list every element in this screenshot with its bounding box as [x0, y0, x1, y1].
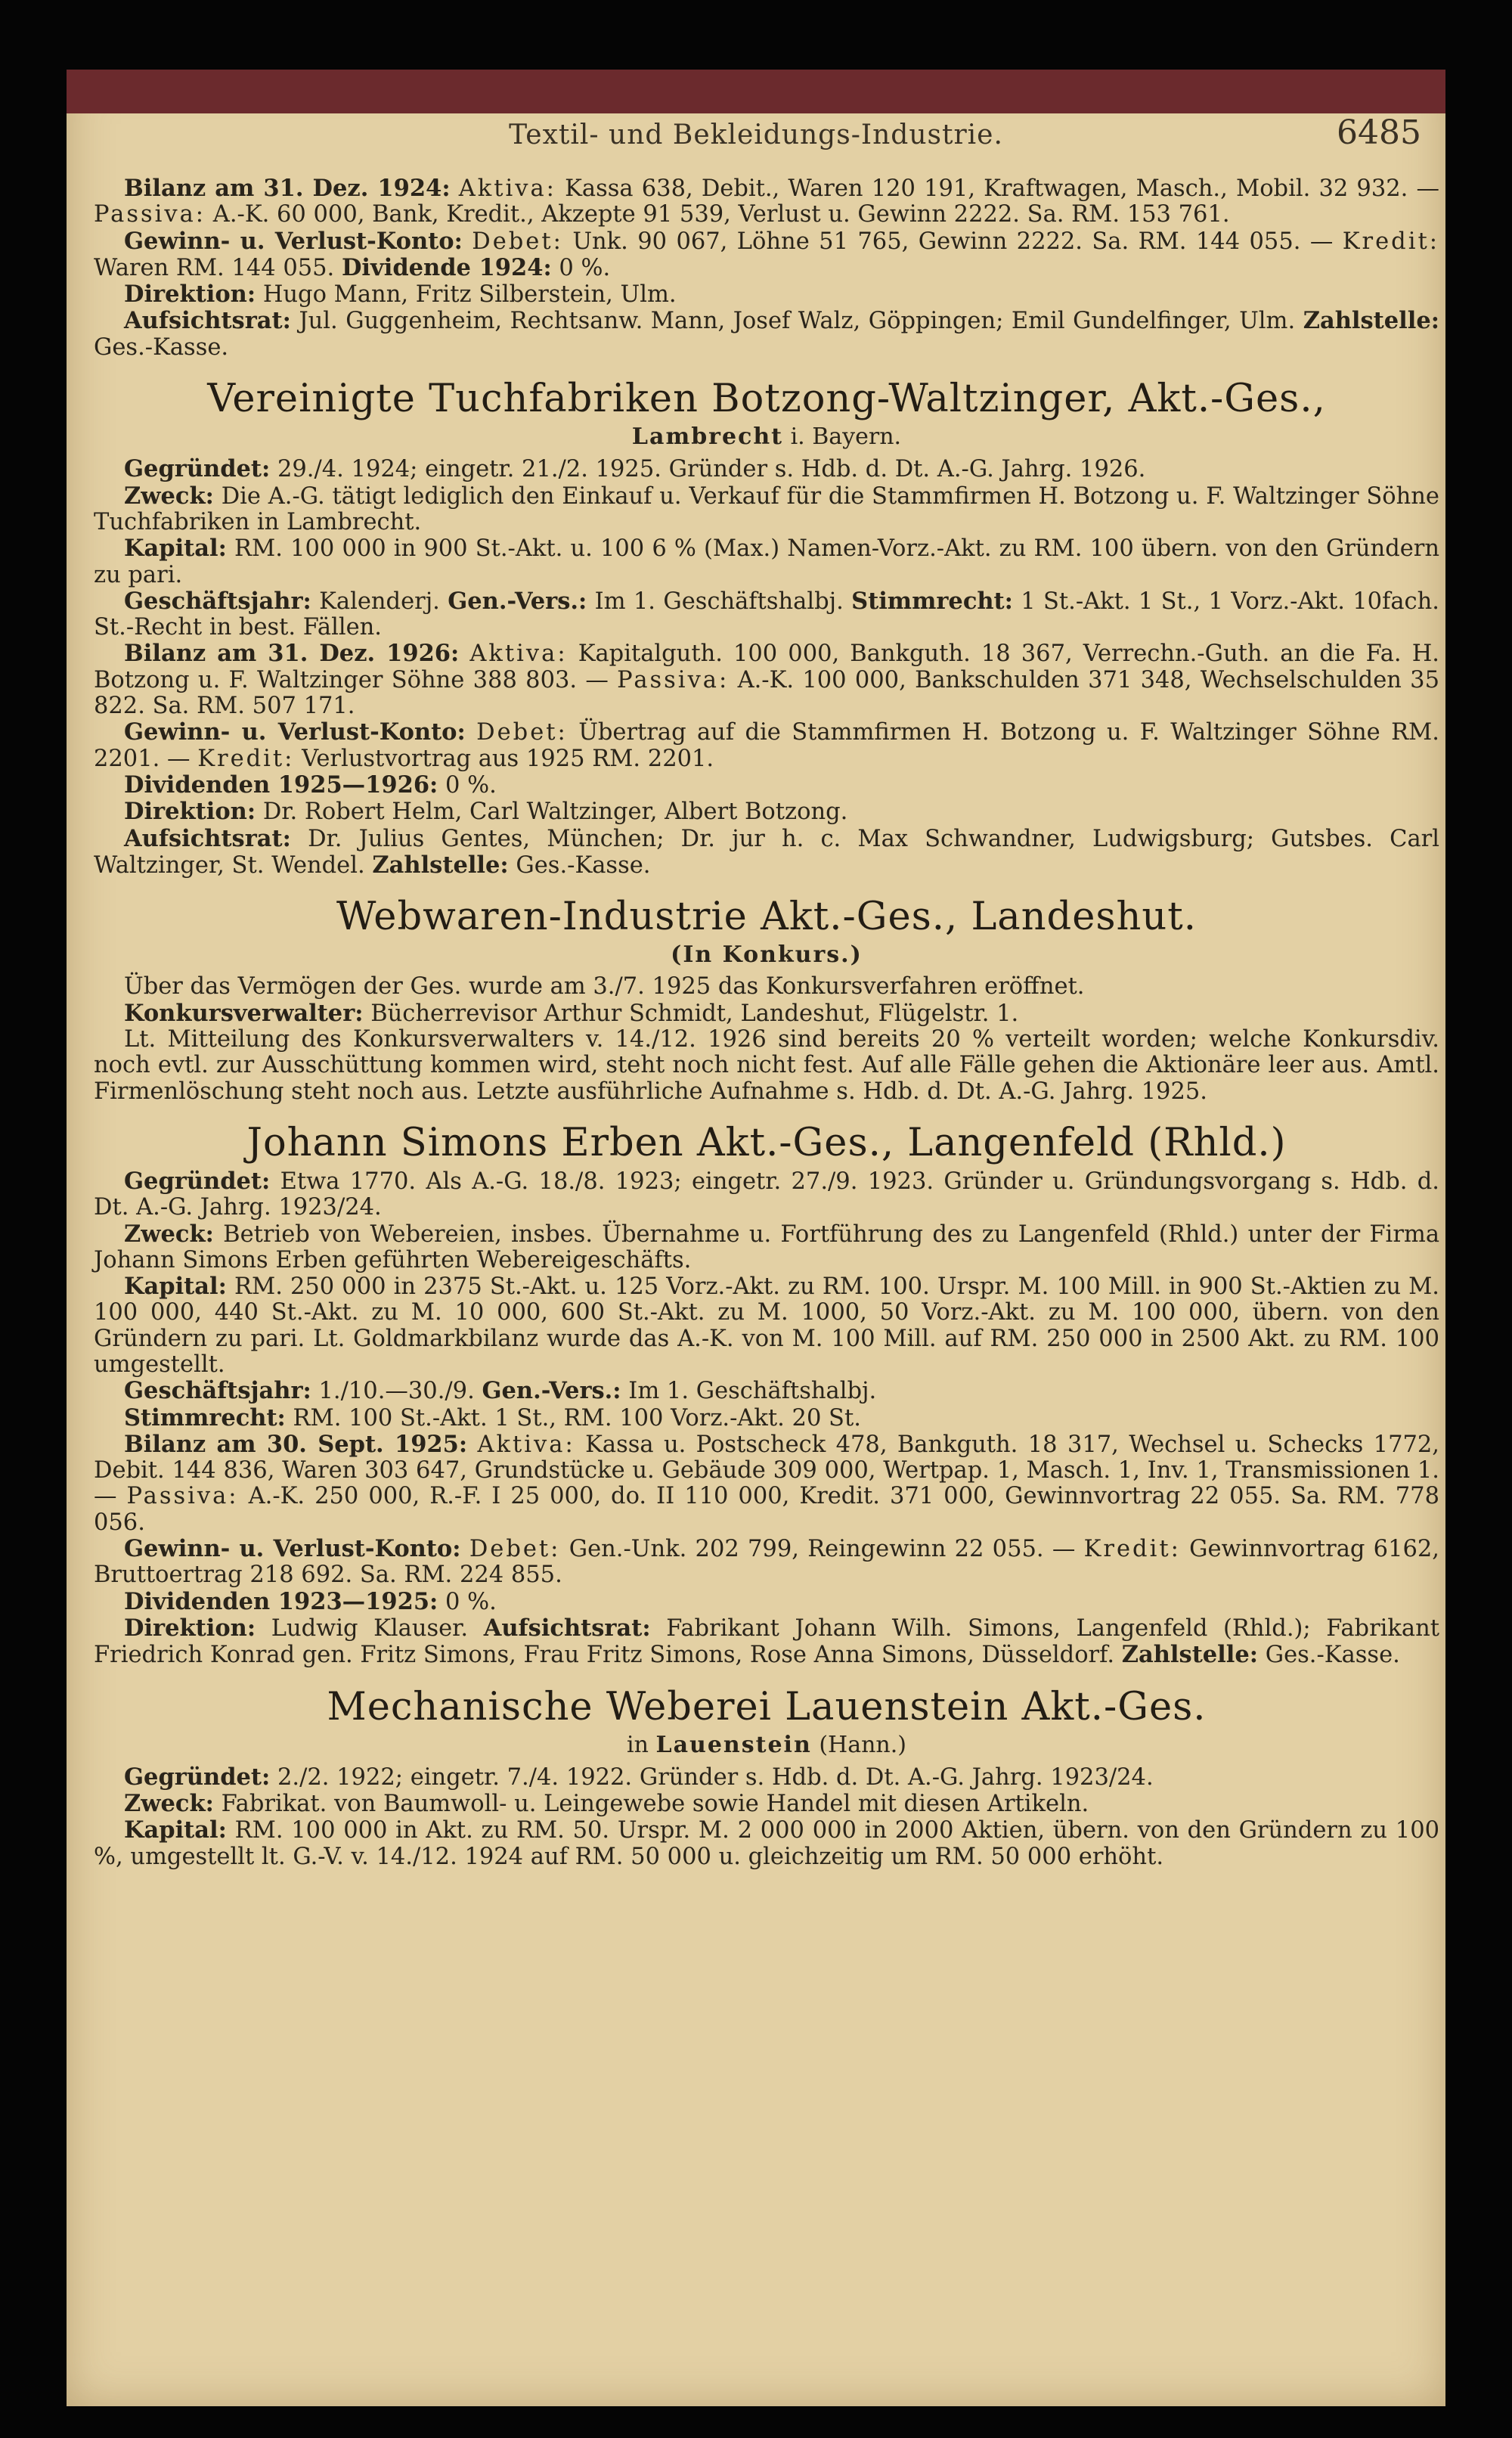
balance-paragraph: Bilanz am 31. Dez. 1926: Aktiva: Kapitalguth. 100 000, Bankguth. 18 367, Verrechn.-Guth. an die Fa. H. Botzong u. F. Waltzinger Söhne 388 803. — Passiva: A.-K. 100 000, Bankschulden 371 348, Wechselschulden 35 822. Sa. RM. 507 171. — [94, 640, 1439, 720]
administrator-paragraph: Konkursverwalter: Bücherrevisor Arthur Schmidt, Landeshut, Flügelstr. 1. — [124, 999, 1019, 1027]
binding-band — [67, 70, 1445, 113]
company-heading: Vereinigte Tuchfabriken Botzong-Waltzinger, Akt.-Ges., — [207, 377, 1326, 422]
company-heading: Johann Simons Erben Akt.-Ges., Langenfeld (Rhld.) — [246, 1120, 1287, 1165]
dividends-paragraph: Dividenden 1923—1925: 0 %. — [124, 1587, 497, 1615]
page-number: 6485 — [1337, 113, 1421, 152]
fiscal-year-paragraph: Geschäftsjahr: Kalenderj. Gen.-Vers.: Im 1. Geschäftshalbj. Stimmrecht: 1 St.-Akt. 1 St., 1 Vorz.-Akt. 10fach. St.-Recht in best. Fällen. — [94, 587, 1439, 641]
balance-paragraph: Bilanz am 30. Sept. 1925: Aktiva: Kassa u. Postscheck 478, Bankguth. 18 317, Wechsel u. Schecks 1772, Debit. 144 836, Waren 303 647, Grundstücke u. Gebäude 309 000, Wertpap. 1, Masch. 1, Inv. 1, Transmissionen 1. — Passiva: A.-K. 250 000, R.-F. I 25 000, do. II 110 000, Kredit. 371 000, Gewinnvortrag 22 055. Sa. RM. 778 056. — [94, 1430, 1440, 1536]
capital-paragraph: Kapital: RM. 100 000 in Akt. zu RM. 50. Urspr. M. 2 000 000 in 2000 Aktien, übern. von den Gründern zu 100 %, umgestellt lt. G.-V. v. 14./12. 1924 auf RM. 50 000 u. gleichzeitig um RM. 50 000 erhöht. — [94, 1816, 1440, 1870]
dividends-paragraph: Dividenden 1925—1926: 0 %. — [124, 771, 497, 799]
fiscal-year-paragraph: Geschäftsjahr: 1./10.—30./9. Gen.-Vers.: Im 1. Geschäftshalbj. — [124, 1377, 877, 1405]
directors-paragraph: Direktion: Ludwig Klauser. Aufsichtsrat: Fabrikant Johann Wilh. Simons, Langenfeld (Rhld.); Fabrikant Friedrich Konrad gen. Fritz Simons, Frau Fritz Simons, Rose Anna Simons, Düsseldorf. Zahlstelle: Ges.-Kasse. — [94, 1614, 1439, 1669]
bankruptcy-note: (In Konkurs.) — [671, 941, 863, 969]
purpose-paragraph: Zweck: Fabrikat. von Baumwoll- u. Leingewebe sowie Handel mit diesen Artikeln. — [124, 1790, 1089, 1818]
page-content — [94, 175, 1439, 1870]
founded-paragraph: Gegründet: 2./2. 1922; eingetr. 7./4. 1922. Gründer s. Hdb. d. Dt. A.-G. Jahrg. 1923/24. — [124, 1763, 1154, 1791]
page-header — [91, 113, 1421, 159]
distribution-paragraph: Lt. Mitteilung des Konkursverwalters v. 14./12. 1926 sind bereits 20 % verteilt worden; welche Konkursdiv. noch evtl. zur Ausschüttung kommen wird, steht noch nicht fest. Auf alle Fälle gehen die Aktionäre leer aus. Amtl. Firmenlöschung steht noch aus. Letzte ausführliche Aufnahme s. Hdb. d. Dt. A.-G. Jahrg. 1925. — [94, 1026, 1439, 1105]
voting-rights-paragraph: Stimmrecht: RM. 100 St.-Akt. 1 St., RM. 100 Vorz.-Akt. 20 St. — [124, 1404, 861, 1431]
company-heading: Webwaren-Industrie Akt.-Ges., Landeshut. — [336, 895, 1197, 940]
directors-paragraph: Direktion: Dr. Robert Helm, Carl Waltzinger, Albert Botzong. — [124, 798, 848, 826]
purpose-paragraph: Zweck: Betrieb von Webereien, insbes. Übernahme u. Fortführung des zu Langenfeld (Rhld.) unter der Firma Johann Simons Erben geführten Webereigeschäfts. — [94, 1220, 1440, 1273]
supervisory-board-paragraph: Aufsichtsrat: Dr. Julius Gentes, München; Dr. jur h. c. Max Schwandner, Ludwigsburg; Gutsbes. Carl Waltzinger, St. Wendel. Zahlstelle: Ges.-Kasse. — [94, 824, 1439, 879]
directors-paragraph: Direktion: Hugo Mann, Fritz Silberstein, Ulm. — [124, 281, 677, 309]
capital-paragraph: Kapital: RM. 100 000 in 900 St.-Akt. u. 100 6 % (Max.) Namen-Vorz.-Akt. zu RM. 100 übern. von den Gründern zu pari. — [94, 535, 1439, 588]
profit-loss-paragraph: Gewinn- u. Verlust-Konto: Debet: Unk. 90 067, Löhne 51 765, Gewinn 2222. Sa. RM. 144 055. — Kredit: Waren RM. 144 055. Dividende 1924: 0 %. — [94, 227, 1439, 281]
founded-paragraph: Gegründet: Etwa 1770. Als A.-G. 18./8. 1923; eingetr. 27./9. 1923. Gründer u. Gründungsvorgang s. Hdb. d. Dt. A.-G. Jahrg. 1923/24. — [94, 1167, 1439, 1221]
founded-paragraph: Gegründet: 29./4. 1924; eingetr. 21./2. 1925. Gründer s. Hdb. d. Dt. A.-G. Jahrg. 1926. — [124, 455, 1146, 483]
supervisory-board-paragraph: Aufsichtsrat: Jul. Guggenheim, Rechtsanw. Mann, Josef Walz, Göppingen; Emil Gundelfinger, Ulm. Zahlstelle: Ges.-Kasse. — [94, 307, 1440, 361]
company-location: Lambrecht i. Bayern. — [631, 423, 902, 451]
balance-paragraph: Bilanz am 31. Dez. 1924: Aktiva: Kassa 638, Debit., Waren 120 191, Kraftwagen, Masch., Mobil. 32 932. — Passiva: A.-K. 60 000, Bank, Kredit., Akzepte 91 539, Verlust u. Gewinn 2222. Sa. RM. 153 761. — [94, 175, 1439, 228]
company-heading: Mechanische Weberei Lauenstein Akt.-Ges. — [327, 1684, 1207, 1729]
bankruptcy-paragraph: Über das Vermögen der Ges. wurde am 3./7. 1925 das Konkursverfahren eröffnet. — [124, 973, 1085, 1000]
purpose-paragraph: Zweck: Die A.-G. tätigt lediglich den Einkauf u. Verkauf für die Stammfirmen H. Botzong u. F. Waltzinger Söhne Tuchfabriken in Lambrecht. — [94, 482, 1439, 535]
profit-loss-paragraph: Gewinn- u. Verlust-Konto: Debet: Gen.-Unk. 202 799, Reingewinn 22 055. — Kredit: Gewinnvortrag 6162, Bruttoertrag 218 692. Sa. RM. 224 855. — [94, 1535, 1439, 1589]
profit-loss-paragraph: Gewinn- u. Verlust-Konto: Debet: Übertrag auf die Stammfirmen H. Botzong u. F. Waltzinger Söhne RM. 2201. — Kredit: Verlustvortrag aus 1925 RM. 2201. — [94, 718, 1439, 772]
capital-paragraph: Kapital: RM. 250 000 in 2375 St.-Akt. u. 125 Vorz.-Akt. zu RM. 100. Urspr. M. 100 Mill. in 900 St.-Aktien zu M. 100 000, 440 St.-Akt. zu M. 10 000, 600 St.-Akt. zu M. 1000, 50 Vorz.-Akt. zu M. 100 000, übern. von den Gründern zu pari. Lt. Goldmarkbilanz wurde das A.-K. von M. 100 Mill. auf RM. 250 000 in 2500 Akt. zu RM. 100 umgestellt. — [94, 1273, 1439, 1378]
running-title: Textil- und Bekleidungs-Industrie. — [509, 119, 1003, 150]
company-location: in Lauenstein (Hann.) — [627, 1731, 906, 1758]
